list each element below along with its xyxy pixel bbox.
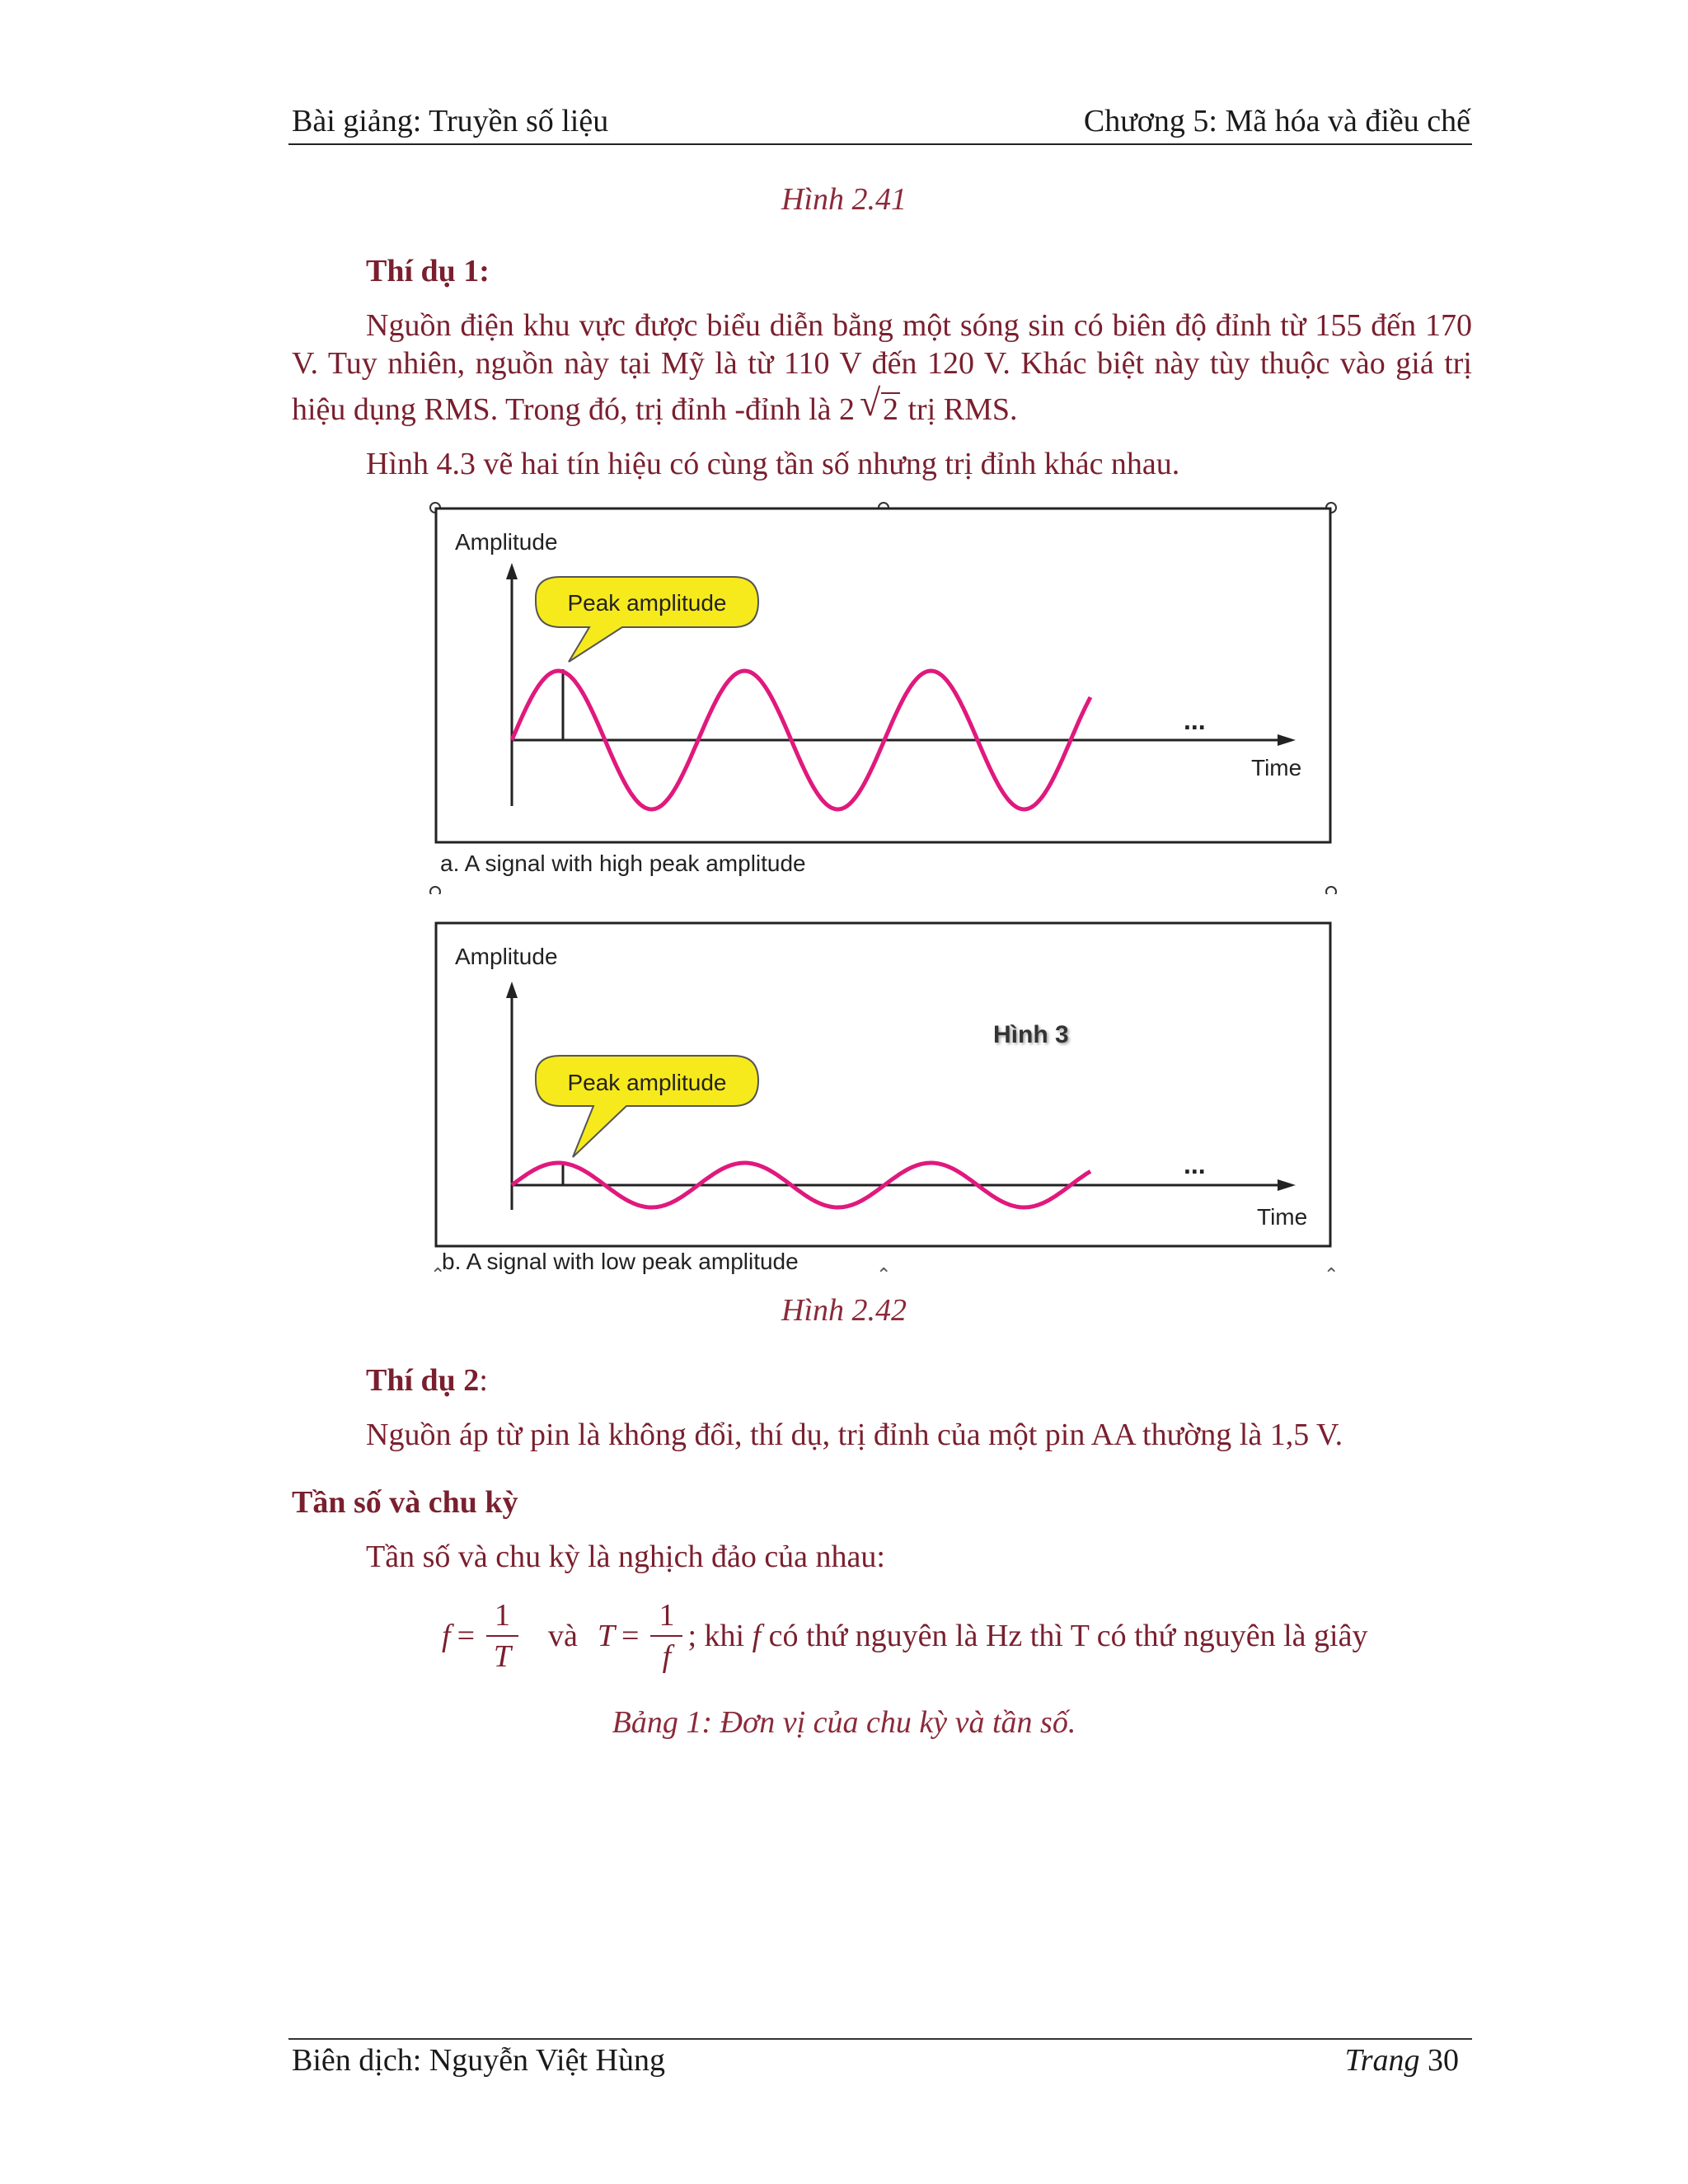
- section-heading: Tần số và chu kỳ: [292, 1485, 518, 1520]
- formula-frac2: [650, 1596, 682, 1676]
- formula-eq1: =: [457, 1619, 475, 1653]
- example1-line4: Hình 4.3 vẽ hai tín hiệu có cùng tần số nhưng trị đỉnh khác nhau.: [366, 447, 1180, 481]
- selection-handle[interactable]: ⌃: [430, 1264, 446, 1284]
- figure-b-callout-text: Peak amplitude: [567, 1070, 727, 1095]
- figure-a: [429, 499, 1343, 894]
- example1-line2: V. Tuy nhiên, nguồn này tại Mỹ là từ 110 V đến 120 V. Khác biệt này tùy thuộc vào giá trị: [292, 346, 1472, 381]
- formula: [442, 1591, 1367, 1681]
- selection-handle[interactable]: ⌃: [1324, 1264, 1339, 1284]
- formula-frac2-den: f: [662, 1639, 672, 1674]
- figure-a-ellipsis: ...: [1184, 705, 1206, 735]
- selection-handle[interactable]: ⌃: [876, 1264, 892, 1284]
- example2-text: Nguồn áp từ pin là không đổi, thí dụ, trị đỉnh của một pin AA thường là 1,5 V.: [366, 1418, 1343, 1452]
- formula-and: và: [548, 1619, 578, 1653]
- formula-rest-pre: ; khi: [687, 1619, 753, 1653]
- formula-T: T: [597, 1619, 616, 1653]
- footer-left: Biên dịch: Nguyễn Việt Hùng: [292, 2043, 665, 2078]
- example1-line3-pre: hiệu dụng RMS. Trong đó, trị đỉnh -đỉnh là 2: [292, 392, 855, 427]
- footer-right: [1345, 2042, 1459, 2079]
- figure-a-callout-text: Peak amplitude: [567, 590, 727, 616]
- formula-frac1-den: T: [493, 1639, 512, 1674]
- selection-handle[interactable]: [1326, 887, 1336, 894]
- footer-rule: [288, 2038, 1472, 2040]
- figure-a-amplitude-label: Amplitude: [455, 529, 558, 555]
- example1-paragraph: [292, 307, 1472, 429]
- figure-b: [429, 913, 1343, 1284]
- figure-b-amplitude-label: Amplitude: [455, 944, 558, 969]
- selection-handle[interactable]: [430, 887, 440, 894]
- formula-rest-f: f: [752, 1619, 762, 1653]
- formula-eq2: =: [621, 1619, 640, 1653]
- figure-b-time-label: Time: [1257, 1204, 1308, 1230]
- header-left: Bài giảng: Truyền số liệu: [292, 104, 609, 138]
- example1-line1: Nguồn điện khu vực được biểu diễn bằng một sóng sin có biên độ đỉnh từ 155 đến 170: [366, 308, 1472, 343]
- figure-241-caption: Hình 2.41: [781, 182, 907, 217]
- figure-242-caption: Hình 2.42: [781, 1293, 907, 1328]
- example2-colon: :: [479, 1363, 488, 1398]
- header-right: Chương 5: Mã hóa và điều chế: [1083, 104, 1470, 138]
- figure-b-ellipsis: ...: [1184, 1150, 1206, 1179]
- figure-a-caption: a. A signal with high peak amplitude: [440, 851, 806, 876]
- figure-a-time-label: Time: [1251, 755, 1302, 780]
- formula-rest-post: có thứ nguyên là Hz thì T có thứ nguyên là giây: [761, 1619, 1368, 1653]
- example1-line3: [292, 391, 1472, 429]
- formula-f: f: [442, 1619, 451, 1653]
- footer-page-label: Trang: [1344, 2043, 1420, 2078]
- figure-b-caption: b. A signal with low peak amplitude: [442, 1249, 799, 1274]
- formula-frac2-num: 1: [650, 1596, 682, 1637]
- header-rule: [288, 143, 1472, 145]
- example2-title-text: Thí dụ 2: [366, 1363, 480, 1398]
- example1-title: Thí dụ 1:: [366, 254, 490, 288]
- table-caption: Bảng 1: Đơn vị của chu kỳ và tần số.: [612, 1705, 1076, 1740]
- example1-line3-post: trị RMS.: [900, 392, 1018, 427]
- section-intro: Tần số và chu kỳ là nghịch đảo của nhau:: [366, 1540, 885, 1574]
- sqrt-symbol: √ 2: [881, 392, 900, 425]
- formula-frac1: [486, 1596, 518, 1676]
- footer-page-number: 30: [1428, 2043, 1459, 2078]
- example2-title: [366, 1361, 488, 1399]
- formula-frac1-num: 1: [486, 1596, 518, 1637]
- figure-b-overlay-label: Hình 3: [993, 1021, 1069, 1048]
